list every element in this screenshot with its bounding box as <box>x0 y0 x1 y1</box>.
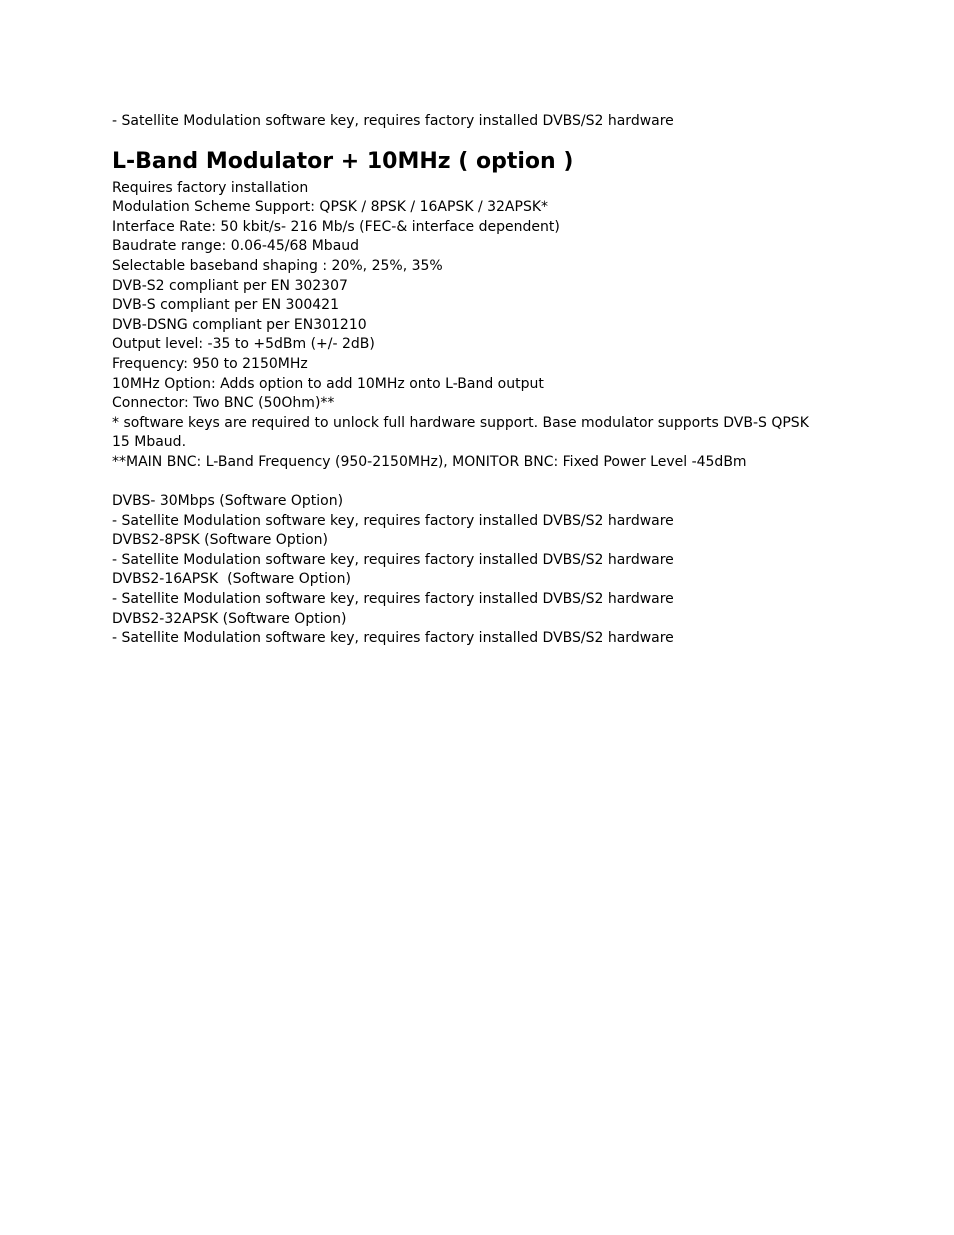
spacer <box>112 473 842 493</box>
intro-line: - Satellite Modulation software key, requires factory installed DVBS/S2 hardware <box>112 113 674 129</box>
footnote-line: * software keys are required to unlock full hardware support. Base modulator supports DVB-S QPSK <box>112 414 809 431</box>
spec-line: Frequency: 950 to 2150MHz <box>112 355 308 372</box>
spec-line: 10MHz Option: Adds option to add 10MHz onto L-Band output <box>112 375 544 392</box>
spec-line: DVB-S compliant per EN 300421 <box>112 297 339 314</box>
option-title: DVBS2-32APSK (Software Option) <box>112 610 347 627</box>
option-description: - Satellite Modulation software key, requires factory installed DVBS/S2 hardware <box>112 551 674 568</box>
option-description: - Satellite Modulation software key, requires factory installed DVBS/S2 hardware <box>112 591 674 608</box>
footnote-line: 15 Mbaud. <box>112 434 187 451</box>
spec-line: Output level: -35 to +5dBm (+/- 2dB) <box>112 336 375 353</box>
spec-line: Modulation Scheme Support: QPSK / 8PSK / 16APSK / 32APSK* <box>112 199 549 216</box>
option-title: DVBS2-8PSK (Software Option) <box>112 532 328 549</box>
software-options-list <box>112 492 842 649</box>
spec-line: Selectable baseband shaping : 20%, 25%, 35% <box>112 257 443 274</box>
footnote-line: **MAIN BNC: L-Band Frequency (950-2150MHz), MONITOR BNC: Fixed Power Level -45dBm <box>112 453 747 470</box>
document-page <box>112 112 842 649</box>
option-description: - Satellite Modulation software key, requires factory installed DVBS/S2 hardware <box>112 630 674 647</box>
spec-line: Connector: Two BNC (50Ohm)** <box>112 395 335 412</box>
spec-list <box>112 179 842 473</box>
spec-line: Baudrate range: 0.06-45/68 Mbaud <box>112 238 360 255</box>
option-title: DVBS- 30Mbps (Software Option) <box>112 493 344 510</box>
spec-line: Interface Rate: 50 kbit/s- 216 Mb/s (FEC-& interface dependent) <box>112 218 560 235</box>
section-heading: L-Band Modulator + 10MHz ( option ) <box>112 148 574 174</box>
option-title: DVBS2-16APSK (Software Option) <box>112 571 351 588</box>
spec-line: DVB-DSNG compliant per EN301210 <box>112 316 367 333</box>
spec-line: Requires factory installation <box>112 179 309 196</box>
option-description: - Satellite Modulation software key, requires factory installed DVBS/S2 hardware <box>112 512 674 529</box>
spec-line: DVB-S2 compliant per EN 302307 <box>112 277 348 294</box>
